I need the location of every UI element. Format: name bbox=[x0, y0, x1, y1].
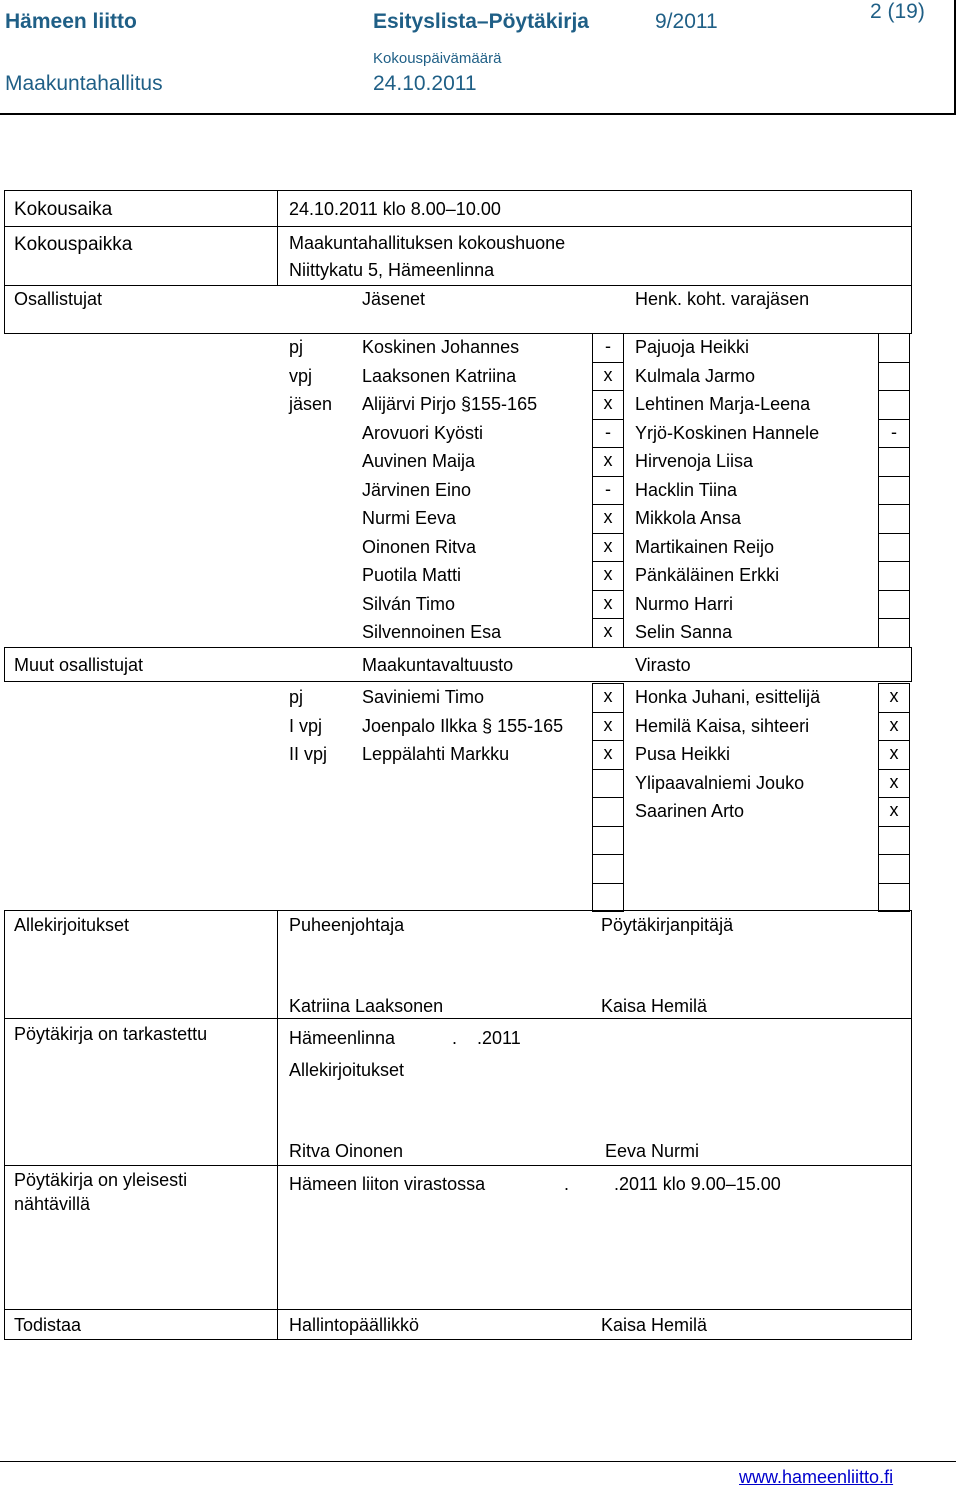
deputy-attendance-box bbox=[878, 447, 910, 477]
member-name: Oinonen Ritva bbox=[362, 536, 477, 557]
meeting-time-value: 24.10.2011 klo 8.00–10.00 bbox=[289, 199, 501, 219]
divider bbox=[4, 285, 912, 286]
deputy-attendance-box bbox=[878, 362, 910, 392]
signatures-label: Allekirjoitukset bbox=[14, 915, 130, 935]
page-number: 2 (19) bbox=[870, 0, 925, 23]
council-attendance-mark: x bbox=[603, 714, 613, 735]
deputy-name: Hirvenoja Liisa bbox=[635, 451, 754, 471]
member-attendance-mark: - bbox=[605, 421, 611, 442]
office-attendance-mark: x bbox=[889, 686, 899, 706]
public-place: Hämeen liiton virastossa bbox=[289, 1174, 486, 1194]
meeting-place-line1: Maakuntahallituksen kokoushuone bbox=[289, 233, 566, 253]
deputy-attendance-box bbox=[878, 561, 910, 591]
council-attendance-box bbox=[592, 854, 624, 884]
checked-signatures-label: Allekirjoitukset bbox=[289, 1060, 405, 1080]
checked-label: Pöytäkirja on tarkastettu bbox=[14, 1024, 208, 1044]
office-attendance-box bbox=[878, 769, 910, 799]
checked-place: Hämeenlinna bbox=[289, 1028, 396, 1048]
meeting-date: 24.10.2011 bbox=[373, 72, 477, 95]
deputy-attendance-box bbox=[878, 390, 910, 420]
council-attendance-box bbox=[592, 826, 624, 856]
website-link[interactable]: www.hameenliitto.fi bbox=[739, 1467, 894, 1487]
deputy-attendance-box bbox=[878, 504, 910, 534]
member-name: Puotila Matti bbox=[362, 565, 462, 585]
meeting-date-label: Kokouspäivämäärä bbox=[373, 50, 502, 67]
meeting-place-line2: Niittykatu 5, Hämeenlinna bbox=[289, 260, 495, 280]
office-attendance-box bbox=[878, 683, 910, 713]
member-name: Auvinen Maija bbox=[362, 451, 476, 471]
body-name: Maakuntahallitus bbox=[5, 72, 163, 95]
deputy-name: Nurmo Harri bbox=[635, 593, 734, 614]
member-attendance-mark: x bbox=[603, 592, 613, 613]
office-attendance-box bbox=[878, 883, 910, 913]
deputy-attendance-mark: - bbox=[891, 421, 897, 442]
divider bbox=[4, 1165, 912, 1166]
office-attendance-box bbox=[878, 854, 910, 884]
document-number: 9/2011 bbox=[655, 10, 718, 33]
deputy-name: Lehtinen Marja-Leena bbox=[635, 394, 811, 414]
council-member-name: Saviniemi Timo bbox=[362, 687, 485, 707]
member-attendance-mark: x bbox=[603, 621, 613, 641]
certify-title: Hallintopäällikkö bbox=[289, 1315, 420, 1335]
council-attendance-box bbox=[592, 797, 624, 827]
chair-title: Puheenjohtaja bbox=[289, 915, 405, 935]
participant-role: jäsen bbox=[289, 394, 333, 414]
participants-label: Osallistujat bbox=[14, 289, 103, 309]
office-staff-name: Ylipaavalniemi Jouko bbox=[635, 772, 805, 793]
council-attendance-mark: x bbox=[603, 686, 613, 706]
member-name: Koskinen Johannes bbox=[362, 337, 520, 357]
header-bottom-rule bbox=[0, 113, 956, 115]
council-attendance-box bbox=[592, 769, 624, 799]
member-name: Nurmi Eeva bbox=[362, 508, 457, 528]
office-attendance-box bbox=[878, 826, 910, 856]
deputy-name: Martikainen Reijo bbox=[635, 536, 775, 557]
deputy-attendance-box bbox=[878, 533, 910, 563]
member-attendance-mark: x bbox=[603, 393, 613, 413]
office-staff-name: Saarinen Arto bbox=[635, 801, 745, 821]
deputy-attendance-box bbox=[878, 476, 910, 506]
deputy-name: Selin Sanna bbox=[635, 622, 733, 642]
meeting-time-label: Kokousaika bbox=[14, 199, 113, 220]
checker-name-1: Ritva Oinonen bbox=[289, 1141, 404, 1161]
council-attendance-mark: x bbox=[603, 743, 613, 763]
member-name: Silvennoinen Esa bbox=[362, 622, 502, 642]
meeting-place-label: Kokouspaikka bbox=[14, 234, 133, 255]
divider bbox=[4, 226, 912, 227]
office-attendance-mark: x bbox=[889, 771, 899, 792]
certify-label: Todistaa bbox=[14, 1315, 82, 1335]
member-name: Arovuori Kyösti bbox=[362, 422, 484, 443]
office-attendance-box bbox=[878, 712, 910, 742]
member-attendance-mark: - bbox=[605, 478, 611, 499]
divider bbox=[277, 910, 278, 1340]
participant-role: vpj bbox=[289, 365, 313, 386]
member-attendance-mark: x bbox=[603, 450, 613, 470]
public-date: . .2011 klo 9.00–15.00 bbox=[564, 1174, 781, 1194]
deputy-name: Mikkola Ansa bbox=[635, 508, 742, 528]
checker-name-2: Eeva Nurmi bbox=[605, 1141, 700, 1161]
member-attendance-mark: x bbox=[603, 564, 613, 584]
checked-date: . .2011 bbox=[452, 1028, 521, 1048]
deputy-name: Pajuoja Heikki bbox=[635, 337, 750, 357]
participant-role: pj bbox=[289, 337, 304, 357]
member-name: Alijärvi Pirjo §155-165 bbox=[362, 394, 538, 414]
secretary-name: Kaisa Hemilä bbox=[601, 996, 708, 1016]
deputy-attendance-box bbox=[878, 590, 910, 620]
council-attendance-box bbox=[592, 883, 624, 913]
org-name: Hämeen liitto bbox=[5, 10, 137, 33]
certify-name: Kaisa Hemilä bbox=[601, 1315, 708, 1335]
other-role: I vpj bbox=[289, 715, 323, 736]
divider bbox=[4, 1309, 912, 1310]
deputy-attendance-box bbox=[878, 333, 910, 363]
header-right-rule bbox=[954, 0, 956, 114]
deputy-header: Henk. koht. varajäsen bbox=[635, 289, 810, 309]
office-attendance-mark: x bbox=[889, 800, 899, 820]
office-staff-name: Honka Juhani, esittelijä bbox=[635, 687, 821, 707]
chair-name: Katriina Laaksonen bbox=[289, 996, 444, 1016]
member-attendance-mark: x bbox=[603, 507, 613, 527]
deputy-name: Hacklin Tiina bbox=[635, 479, 738, 500]
secretary-title: Pöytäkirjanpitäjä bbox=[601, 915, 734, 935]
office-staff-name: Pusa Heikki bbox=[635, 744, 731, 764]
footer-rule bbox=[0, 1461, 956, 1462]
council-member-name: Joenpalo Ilkka § 155-165 bbox=[362, 715, 564, 736]
deputy-attendance-box bbox=[878, 618, 910, 648]
members-header: Jäsenet bbox=[362, 289, 426, 309]
public-label-line2: nähtävillä bbox=[14, 1194, 91, 1214]
signatures-frame bbox=[4, 910, 912, 1340]
member-name: Laaksonen Katriina bbox=[362, 365, 517, 386]
office-attendance-mark: x bbox=[889, 743, 899, 763]
member-attendance-mark: - bbox=[605, 336, 611, 356]
deputy-name: Yrjö-Koskinen Hannele bbox=[635, 422, 820, 443]
document-type: Esityslista–Pöytäkirja bbox=[373, 10, 589, 33]
office-staff-name: Hemilä Kaisa, sihteeri bbox=[635, 715, 810, 736]
public-label-line1: Pöytäkirja on yleisesti bbox=[14, 1170, 188, 1190]
divider bbox=[4, 1018, 912, 1019]
office-attendance-mark: x bbox=[889, 714, 899, 735]
council-member-name: Leppälahti Markku bbox=[362, 744, 510, 764]
member-name: Silván Timo bbox=[362, 593, 456, 614]
deputy-name: Pänkäläinen Erkki bbox=[635, 565, 780, 585]
other-role: II vpj bbox=[289, 744, 328, 764]
office-attendance-box bbox=[878, 797, 910, 827]
divider bbox=[277, 190, 278, 285]
others-label: Muut osallistujat bbox=[14, 655, 144, 675]
office-attendance-box bbox=[878, 740, 910, 770]
member-attendance-mark: x bbox=[603, 364, 613, 385]
deputy-name: Kulmala Jarmo bbox=[635, 365, 756, 386]
member-attendance-mark: x bbox=[603, 535, 613, 556]
other-role: pj bbox=[289, 687, 304, 707]
council-header: Maakuntavaltuusto bbox=[362, 655, 514, 675]
member-name: Järvinen Eino bbox=[362, 479, 472, 500]
office-header: Virasto bbox=[635, 655, 691, 675]
